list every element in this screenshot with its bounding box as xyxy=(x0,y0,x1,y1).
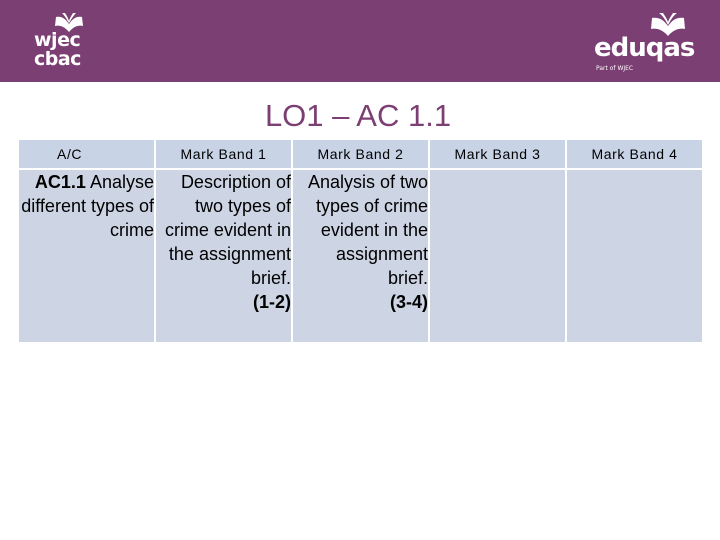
wjec-cbac-logo xyxy=(34,12,94,72)
column-header-band-3: Mark Band 3 xyxy=(430,140,567,170)
logo-text-eduqas: eduqas xyxy=(594,33,695,63)
column-header-band-1: Mark Band 1 xyxy=(156,140,293,170)
band-3-cell xyxy=(430,170,567,344)
band-1-marks: (1-2) xyxy=(252,292,291,312)
table-header-row xyxy=(19,140,704,170)
criterion-text: Analyse different types of crime xyxy=(21,172,154,240)
column-header-band-2: Mark Band 2 xyxy=(293,140,430,170)
band-1-descriptor: Description of two types of crime evident in the assignment brief. xyxy=(164,172,291,288)
logo-tagline: Part of WJEC xyxy=(596,65,634,72)
criterion-cell xyxy=(19,170,156,344)
band-2-marks: (3-4) xyxy=(389,292,428,312)
slide-title xyxy=(0,98,720,134)
mark-band-table xyxy=(19,140,704,344)
eduqas-logo xyxy=(594,12,694,72)
slide-title-text: LO1 – AC 1.1 xyxy=(264,98,452,133)
column-header-band-4: Mark Band 4 xyxy=(567,140,704,170)
band-2-cell xyxy=(293,170,430,344)
logo-text-wjec: wjec xyxy=(34,29,81,51)
header-banner xyxy=(0,0,720,82)
criterion-code: AC1.1 xyxy=(34,172,86,192)
logo-text-cbac: cbac xyxy=(34,48,81,70)
column-header-ac: A/C xyxy=(19,140,156,170)
band-1-cell xyxy=(156,170,293,344)
band-2-descriptor: Analysis of two types of crime evident in the assignment brief. xyxy=(307,172,428,288)
band-4-cell xyxy=(567,170,704,344)
table-row xyxy=(19,170,704,344)
